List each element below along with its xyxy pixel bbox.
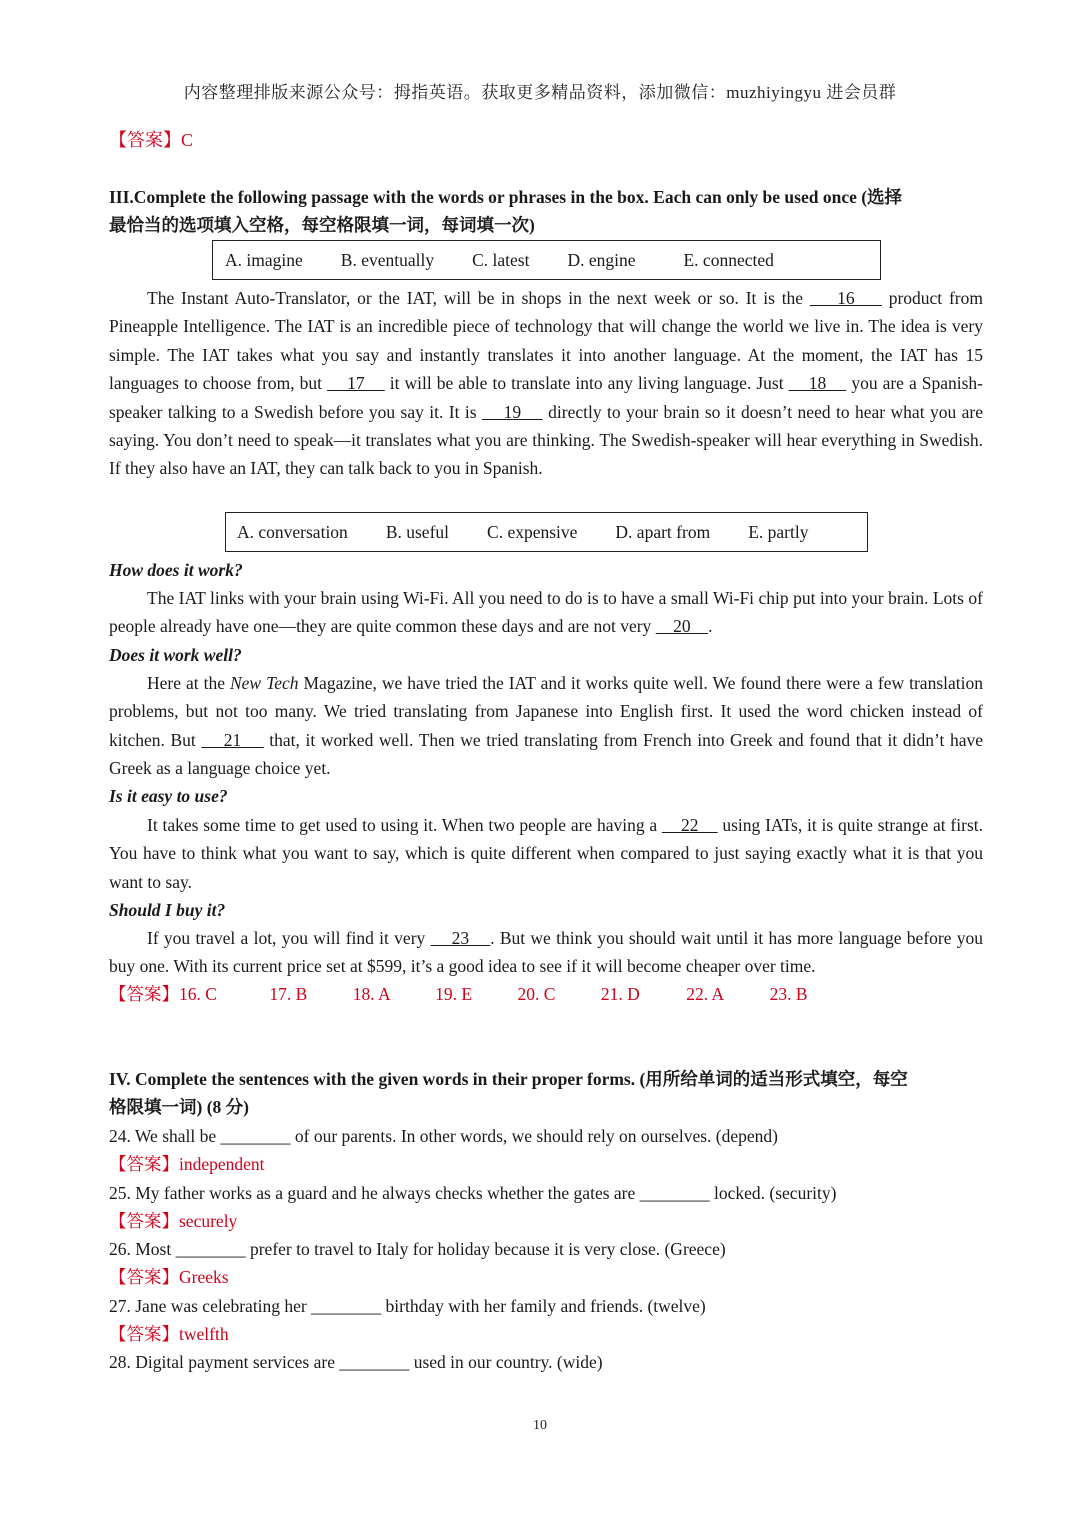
- passage-paragraph-4: [109, 811, 983, 896]
- answer-24: 【答案】independent: [109, 1154, 265, 1174]
- section4-title-line1: IV. Complete the sentences with the given words in their proper forms. (用所给单词的适当形式填空，每空: [109, 1069, 908, 1089]
- blank-22: 22: [661, 815, 718, 835]
- subheading-does-it-work-well: Does it work well?: [109, 645, 242, 665]
- question-26: 26. Most ________ prefer to travel to Italy for holiday because it is very close. (Greece): [109, 1239, 726, 1259]
- text-run: .: [708, 616, 713, 637]
- word-box-1-option: A. imagine: [225, 249, 303, 270]
- answer-item: 20. C: [517, 984, 556, 1004]
- word-box-2-option: D. apart from: [615, 521, 711, 542]
- blank-20: 20: [655, 616, 709, 637]
- text-run: it will be able to translate into any living language. Just: [384, 373, 789, 394]
- word-box-2-option: A. conversation: [237, 521, 348, 542]
- text-run: The Instant Auto-Translator, or the IAT, will be in shops in the next week or so. It is the: [147, 288, 810, 308]
- passage-paragraph-5: [109, 924, 983, 981]
- answer-26: 【答案】Greeks: [109, 1267, 229, 1287]
- section4-title-line2: 格限填一词) (8 分): [109, 1097, 249, 1118]
- passage-paragraph-1: [109, 284, 983, 483]
- text-run: It takes some time to get used to using it. When two people are having a: [147, 815, 662, 835]
- word-box-2: [225, 512, 868, 552]
- subheading-should-i-buy-it: Should I buy it?: [109, 900, 226, 920]
- answer-item: 22. A: [686, 984, 725, 1004]
- blank-19: 19: [481, 401, 543, 422]
- answer-25: 【答案】securely: [109, 1211, 238, 1231]
- word-box-1-option: E. connected: [683, 249, 774, 270]
- word-box-1-option: B. eventually: [340, 249, 435, 270]
- question-27: 27. Jane was celebrating her ________ birthday with her family and friends. (twelve): [109, 1296, 706, 1316]
- answer-item: 【答案】16. C: [109, 984, 217, 1004]
- question-28: 28. Digital payment services are ________ used in our country. (wide): [109, 1352, 603, 1372]
- text-run: Magazine, we have tried the IAT and it works quite well. We found there were a few translation problems, but not too many. We tried translating from Japanese into English first. It used the word chicken instead of kitchen. But: [109, 673, 983, 750]
- blank-18: 18: [788, 373, 847, 394]
- word-box-2-option: C. expensive: [487, 521, 578, 542]
- blank-17: 17: [327, 373, 385, 394]
- text-run: that, it worked well. Then we tried translating from French into Greek and found that it didn’t have Greek as a language choice yet.: [109, 729, 983, 779]
- answer-item: 23. B: [769, 984, 808, 1004]
- text-run: Here at the: [147, 673, 230, 693]
- page-header: 内容整理排版来源公众号：拇指英语。获取更多精品资料，添加微信：muzhiyingyu 进会员群: [183, 83, 897, 102]
- passage-paragraph-2: [109, 584, 983, 641]
- answer-item: 21. D: [600, 984, 640, 1004]
- answer-item: 18. A: [352, 984, 391, 1004]
- question-25: 25. My father works as a guard and he always checks whether the gates are ________ locked. (security): [109, 1183, 837, 1203]
- word-box-1-option: D. engine: [567, 249, 636, 270]
- blank-23: 23: [430, 928, 491, 948]
- blank-21: 21: [201, 729, 264, 750]
- text-run: The IAT links with your brain using Wi-Fi. All you need to do is to have a small Wi-Fi chip put into your brain. Lots of people already have one—they are quite common these days and are not very: [109, 588, 983, 637]
- blank-16: 16: [809, 288, 882, 308]
- word-box-2-option: B. useful: [385, 521, 450, 542]
- text-run: you are a Spanish-speaker talking to a Swedish before you say it. It is: [109, 373, 984, 422]
- answer-item: 17. B: [269, 984, 308, 1004]
- text-run: product from Pineapple Intelligence. The IAT is an incredible piece of technology that will change the world we live in. The idea is very simple. The IAT takes what you say and instantly translates it into another language. At the moment, the IAT has 15 languages to choose from, but: [109, 288, 983, 394]
- passage-paragraph-3: [109, 669, 983, 783]
- subheading-is-it-easy-to-use: Is it easy to use?: [109, 786, 228, 806]
- word-box-1-option: C. latest: [472, 249, 530, 270]
- text-run: If you travel a lot, you will find it very: [147, 928, 431, 948]
- text-run: using IATs, it is quite strange at first. You have to think what you want to say, which is quite different when compared to just saying exactly what it is that you want to say.: [109, 815, 983, 892]
- answer-prev: 【答案】C: [109, 130, 194, 150]
- text-run: . But we think you should wait until it has more language before you buy one. With its current price set at $599, it’s a good idea to see if it will become cheaper over time.: [109, 928, 984, 977]
- word-box-1: [212, 240, 881, 280]
- word-box-2-option: E. partly: [748, 521, 809, 542]
- section3-title-line2: 最恰当的选项填入空格，每空格限填一词，每词填一次): [109, 215, 535, 236]
- section4-title: [109, 1065, 983, 1122]
- text-run: directly to your brain so it doesn’t need to hear what you are saying. You don’t need to speak—it translates what you are thinking. The Swedish-speaker will hear everything in Swedish. If they also have an IAT, they can talk back to you in Spanish.: [109, 401, 983, 479]
- section3-answers: [109, 980, 983, 1008]
- section3-title: [109, 183, 983, 240]
- subheading-how-does-it-work: How does it work?: [109, 560, 243, 580]
- section3-title-line1: III.Complete the following passage with the words or phrases in the box. Each can only be used once (选择: [109, 187, 903, 207]
- question-24: 24. We shall be ________ of our parents. In other words, we should rely on ourselves. (depend): [109, 1126, 778, 1146]
- page-number: 10: [533, 1418, 547, 1433]
- answer-item: 19. E: [435, 984, 473, 1004]
- magazine-name: New Tech: [229, 673, 299, 693]
- answer-27: 【答案】twelfth: [109, 1324, 229, 1344]
